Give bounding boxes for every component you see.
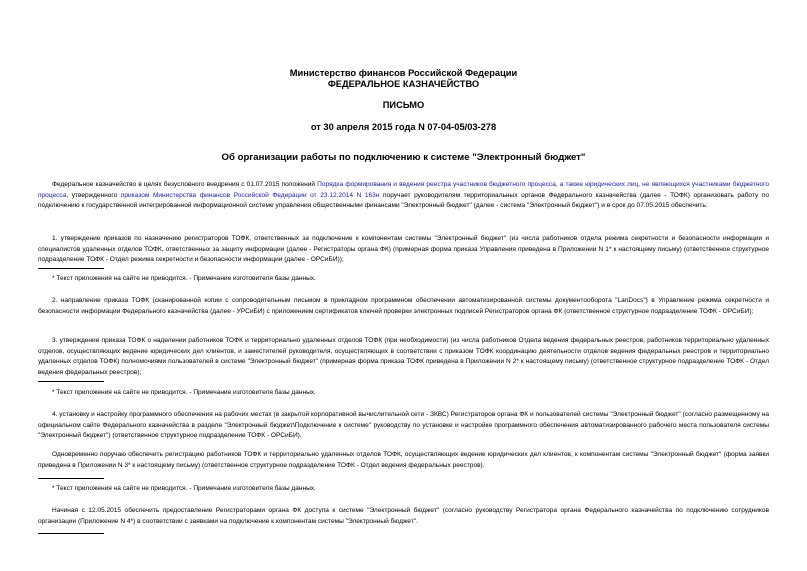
intro-text-2: , утвержденного <box>66 191 121 199</box>
intro-text-1: Федеральное казначейство в целях безусловного внедрения с 01.07.2015 положений <box>52 181 318 188</box>
footnote-divider <box>38 268 104 269</box>
order-link[interactable]: приказом Министерства финансов Российской Федерации от 23.12.2014 N 163н <box>120 191 380 199</box>
footnote-divider <box>38 381 104 382</box>
document-date-number: от 30 апреля 2015 года N 07-04-05/03-278 <box>310 122 497 132</box>
intro-text-3: поручает руководителям территориальных органов Федерального казначейства (далее - ТОФК) организовать работу по подключению к государственной интегрированной информационной системе управления общественными финансами "Электронный бюджет" (далее - система "Электронный бюджет") и в срок до 07.05.2015 обеспечить: <box>38 191 769 209</box>
procedure-link[interactable]: Порядка формирования и ведения реестра участников бюджетного процесса, а также юридических лиц, не являющихся участниками бюджетного процесса <box>38 181 769 199</box>
access-paragraph: Начиная с 12.05.2015 обеспечить предоставление Регистраторами органа ФК доступа к системе "Электронный бюджет" (согласно руководству Регистратора органа Федерального казначейства по подключению сотрудников организации (Приложение N 4*) в соответствии с заявками на подключение к компонентам системы "Электронный бюджет". <box>38 507 769 525</box>
footnote-divider <box>38 478 104 479</box>
treasury-heading: ФЕДЕРАЛЬНОЕ КАЗНАЧЕЙСТВО <box>327 79 480 89</box>
document-type-heading: ПИСЬМО <box>382 100 425 110</box>
footnote: * Текст приложения на сайте не приводится. - Примечание изготовителя базы данных. <box>52 389 316 396</box>
registration-paragraph: Одновременно поручаю обеспечить регистрацию работников ТОФК и территориально удаленных отделов ТОФК, осуществляющих ведение юридических дел клиентов, к компонентам системы "Электронный бюджет" (форма заявки приведена в Приложении N 3* к настоящему письму) (ответственное структурное подразделение ТОФК - Отдел ведения федеральных реестров). <box>38 451 769 469</box>
item-1-paragraph: 1. утверждение приказов по назначению регистраторов ТОФК, ответственных за подключение к компонентам системы "Электронный бюджет" (из числа работников отдела режима секретности и безопасности информации и специалистов удаленных отделов ТОФК, ответственных за защиту информации (далее - Регистраторы органа ФК) (примерная форма приказа Управления приведена в Приложении N 1* к настоящему письму) (ответственное структурное подразделение ТОФК - Отдел режима секретности и безопасности информации (далее - ОРСиБИ)); <box>38 235 769 263</box>
item-4-paragraph: 4. установку и настройку программного обеспечения на рабочих местах (в закрытой корпоративной вычислительной сети - ЗКВС) Регистраторов органа ФК и пользователей системы "Электронный бюджет" (согласно размещенному на официальном сайте Федерального казначейства в разделе "Электронный бюджет\Подключение к системе" руководству по установке и настройке программного обеспечения автоматизированного рабочего места пользователя системы "Электронный бюджет") (ответственное структурное подразделение ТОФК - ОРСиБИ). <box>38 411 769 439</box>
intro-paragraph <box>38 180 769 212</box>
item-2-paragraph: 2. направление приказа ТОФК (сканированной копии с сопроводительным письмом в прикладном программном обеспечении автоматизированной системы документооборота "LanDocs") в Управление режима секретности и безопасности информации Федерального казначейства (далее - УРСиБИ) с приложением сертификатов ключей проверки электронных подписей Регистраторов органа ФК (ответственное структурное подразделение ТОФК - ОРСиБИ); <box>38 297 769 315</box>
footnote: * Текст приложения на сайте не приводится. - Примечание изготовителя базы данных. <box>52 275 316 282</box>
footnote-divider <box>38 533 104 534</box>
item-3-paragraph: 3. утверждение приказа ТОФК о наделении работников ТОФК и территориально удаленных отделов ТОФК (при необходимости) (из числа работников Отдела ведения федеральных реестров, работников территориально удаленных отделов, осуществляющих ведение юридических дел клиентов, и заместителей руководителя, осуществляющих в соответствии с приказом ТОФК координацию деятельности отделов ведения федеральных реестров и территориально удаленных отделов ТОФК) полномочиями пользователей в системе "Электронный бюджет" (примерная форма приказа ТОФК приведена в Приложении N 2* к настоящему письму) (ответственное структурное подразделение ТОФК - Отдел ведения федеральных реестров); <box>38 337 769 376</box>
ministry-heading: Министерство финансов Российской Федерации <box>289 68 518 78</box>
document-subject: Об организации работы по подключению к системе "Электронный бюджет" <box>221 152 586 163</box>
footnote: * Текст приложения на сайте не приводится. - Примечание изготовителя базы данных. <box>52 485 316 492</box>
